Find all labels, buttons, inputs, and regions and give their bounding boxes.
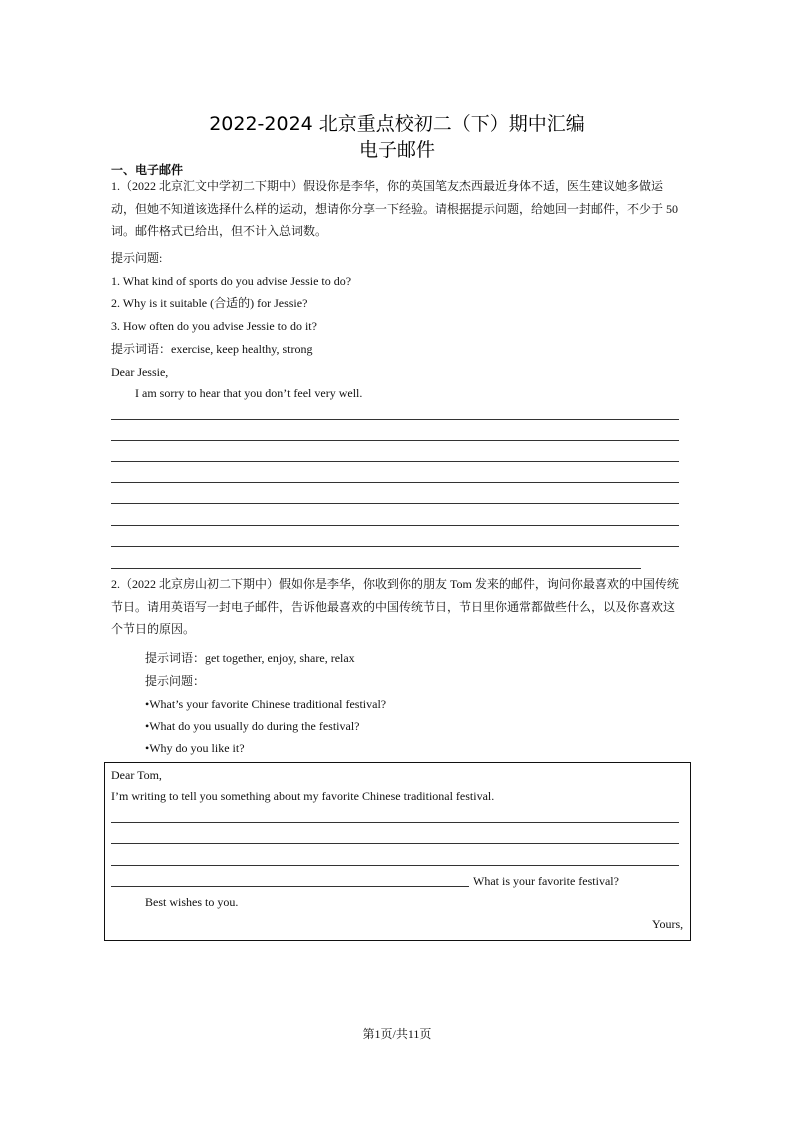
- answer-line[interactable]: [111, 822, 679, 823]
- answer-line[interactable]: [111, 546, 679, 547]
- answer-line[interactable]: [111, 886, 469, 887]
- question-1-hint-words: 提示词语：exercise, keep healthy, strong: [111, 342, 313, 356]
- letter-question-end: What is your favorite festival?: [473, 874, 619, 888]
- question-2-hint-words: 提示词语：get together, enjoy, share, relax: [145, 651, 355, 665]
- question-2-item-2: •What do you usually do during the festival?: [145, 719, 360, 733]
- question-2-hint-label: 提示问题：: [145, 674, 206, 688]
- question-1-prompt: 1.（2022 北京汇文中学初二下期中）假设你是李华，你的英国笔友杰西最近身体不适，医生建议她多做运动，但她不知道该选择什么样的运动，想请你分享一下经验。请根据提示问题，给她回一封邮件，不少于 50 词。邮件格式已给出，但不计入总词数。: [111, 179, 679, 238]
- letter-closing: Best wishes to you.: [145, 895, 239, 909]
- question-2-item-3: •Why do you like it?: [145, 741, 245, 755]
- letter-signoff: Yours,: [652, 917, 684, 931]
- document-subtitle: 电子邮件: [358, 139, 435, 161]
- page-number: 第1页/共11页: [362, 1027, 432, 1041]
- question-1-hint-label: 提示问题:: [111, 251, 163, 265]
- answer-line[interactable]: [111, 568, 641, 569]
- question-1-item-3: 3. How often do you advise Jessie to do it?: [111, 319, 317, 333]
- question-1-opening: I am sorry to hear that you don’t feel very well.: [135, 386, 363, 400]
- question-2-prompt: 2.（2022 北京房山初二下期中）假如你是李华，你收到你的朋友 Tom 发来的邮件，询问你最喜欢的中国传统节日。请用英语写一封电子邮件，告诉他最喜欢的中国传统节日，节日里你通常都做些什么，以及你喜欢这个节日的原因。: [111, 577, 679, 636]
- section-heading: 一、电子邮件: [111, 163, 184, 177]
- letter-opening: I’m writing to tell you something about my favorite Chinese traditional festival.: [111, 789, 495, 803]
- question-2-item-1: •What’s your favorite Chinese traditional festival?: [145, 697, 387, 711]
- document-title: 2022-2024 北京重点校初二（下）期中汇编: [209, 113, 585, 135]
- answer-line[interactable]: [111, 843, 679, 844]
- question-1-item-1: 1. What kind of sports do you advise Jessie to do?: [111, 274, 352, 288]
- question-1-greeting: Dear Jessie,: [111, 365, 169, 379]
- answer-line[interactable]: [111, 440, 679, 441]
- answer-line[interactable]: [111, 503, 679, 504]
- answer-line[interactable]: [111, 525, 679, 526]
- answer-line[interactable]: [111, 461, 679, 462]
- question-1-item-2: 2. Why is it suitable (合适的) for Jessie?: [111, 296, 308, 310]
- answer-line[interactable]: [111, 482, 679, 483]
- answer-line[interactable]: [111, 419, 679, 420]
- answer-line[interactable]: [111, 865, 679, 866]
- letter-greeting: Dear Tom,: [111, 768, 162, 782]
